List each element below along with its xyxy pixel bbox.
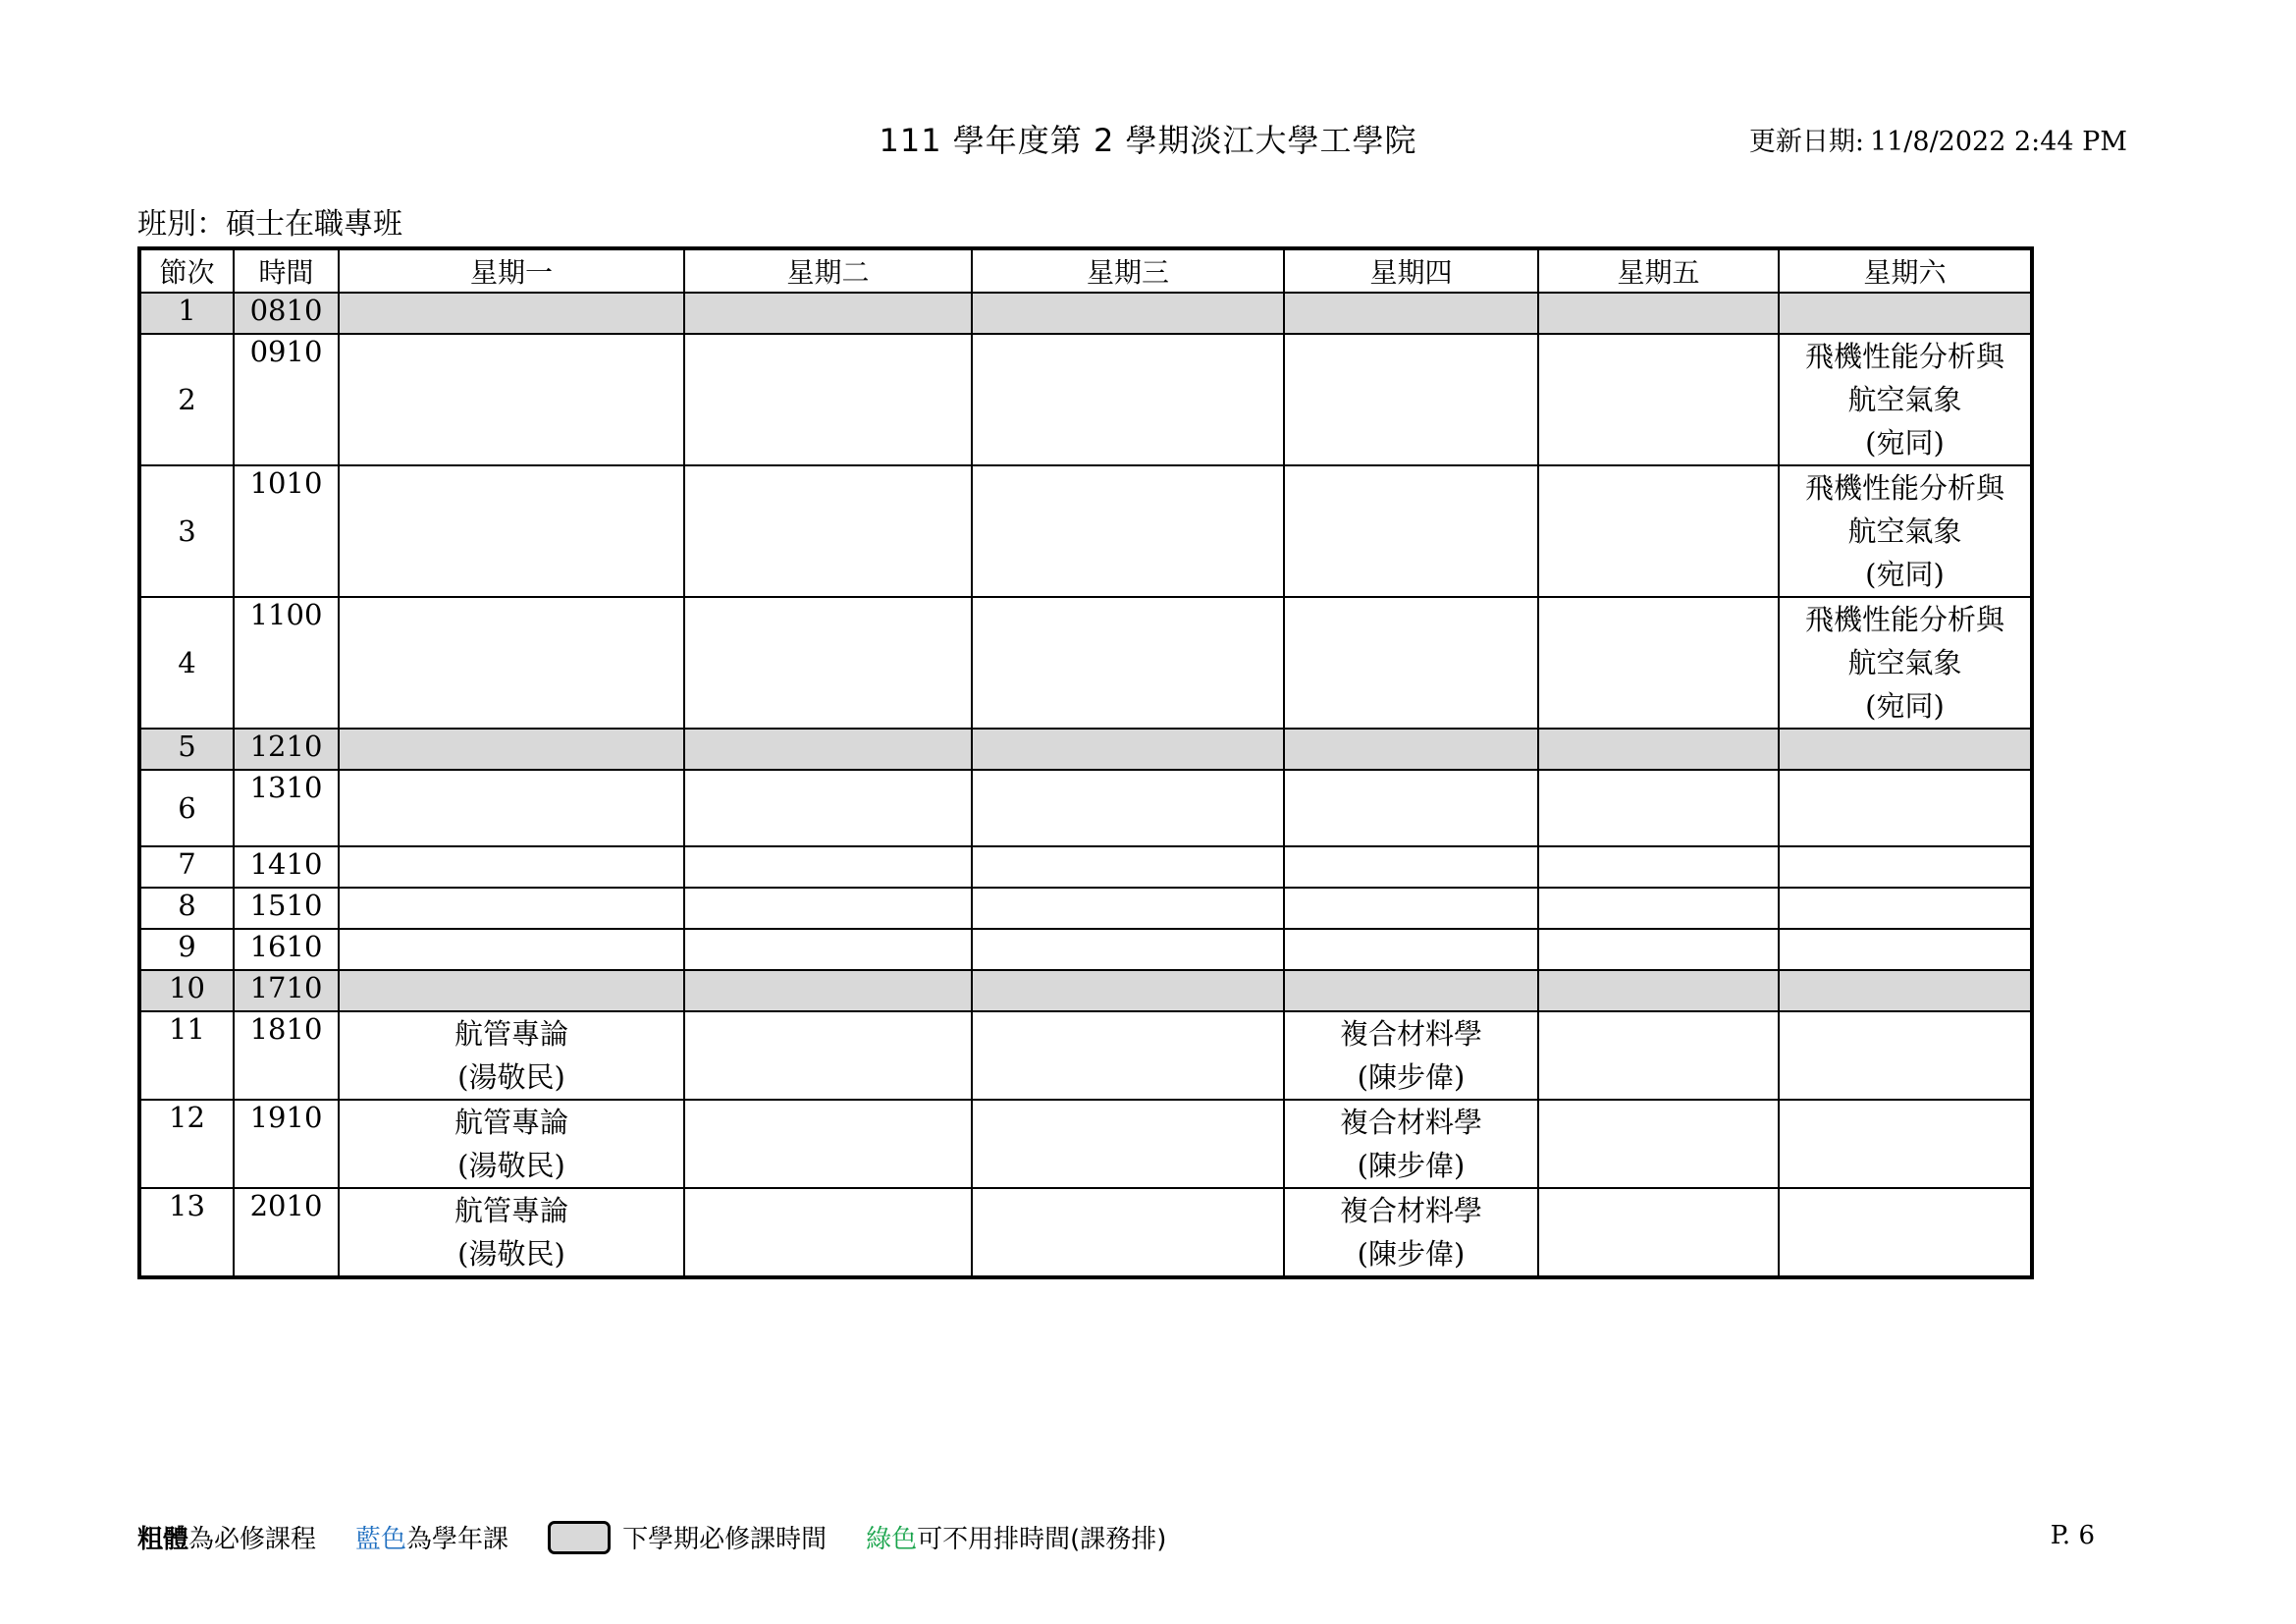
empty-cell	[1779, 729, 2032, 770]
empty-cell	[339, 846, 684, 888]
empty-cell	[1284, 465, 1538, 597]
time-cell: 1710	[234, 970, 339, 1011]
time-cell: 1010	[234, 465, 339, 597]
class-label: 班別：碩士在職專班	[137, 207, 402, 242]
empty-cell	[1538, 334, 1779, 465]
table-row	[139, 1011, 2032, 1100]
empty-cell	[972, 1100, 1284, 1188]
course-teacher: (陳步偉)	[1357, 1237, 1466, 1271]
empty-cell	[684, 970, 972, 1011]
course-teacher: (湯敬民)	[457, 1149, 565, 1182]
course-name: 複合材料學	[1339, 1194, 1482, 1227]
header-saturday: 星期六	[1779, 248, 2032, 293]
empty-cell	[1284, 729, 1538, 770]
empty-cell	[1284, 597, 1538, 729]
course-cell	[1284, 1011, 1538, 1100]
empty-cell	[684, 1011, 972, 1100]
legend-green-word: 綠色	[866, 1525, 918, 1554]
table-row	[139, 888, 2032, 929]
time-cell: 1810	[234, 1011, 339, 1100]
empty-cell	[684, 1188, 972, 1277]
empty-cell	[339, 970, 684, 1011]
course-name-line2: 航空氣象	[1847, 383, 1962, 416]
time-cell: 1210	[234, 729, 339, 770]
empty-cell	[972, 293, 1284, 334]
course-teacher: (湯敬民)	[457, 1060, 565, 1094]
course-name: 複合材料學	[1339, 1017, 1482, 1051]
legend-bold	[137, 1519, 316, 1555]
header-row	[139, 248, 2032, 293]
header-friday: 星期五	[1538, 248, 1779, 293]
empty-cell	[684, 334, 972, 465]
time-cell: 1510	[234, 888, 339, 929]
period-cell: 11	[139, 1011, 234, 1100]
empty-cell	[1779, 888, 2032, 929]
legend-gray	[548, 1519, 827, 1555]
period-cell: 5	[139, 729, 234, 770]
empty-cell	[684, 929, 972, 970]
course-name: 航管專論	[454, 1194, 568, 1227]
course-name: 飛機性能分析與	[1804, 603, 2004, 636]
period-cell: 7	[139, 846, 234, 888]
empty-cell	[972, 334, 1284, 465]
time-cell: 1100	[234, 597, 339, 729]
course-cell	[1779, 334, 2032, 465]
empty-cell	[1538, 770, 1779, 846]
update-date-value: 11/8/2022 2:44 PM	[1869, 127, 2127, 157]
course-teacher: (陳步偉)	[1357, 1149, 1466, 1182]
table-row	[139, 1188, 2032, 1277]
course-teacher: (宛同)	[1865, 689, 1945, 723]
course-teacher: (湯敬民)	[457, 1237, 565, 1271]
page-title: 111 學年度第 2 學期淡江大學工學院	[879, 122, 1417, 159]
course-cell	[339, 1188, 684, 1277]
empty-cell	[972, 1011, 1284, 1100]
empty-cell	[1538, 1100, 1779, 1188]
empty-cell	[339, 729, 684, 770]
period-cell: 8	[139, 888, 234, 929]
course-cell	[1779, 597, 2032, 729]
header-period: 節次	[139, 248, 234, 293]
empty-cell	[1538, 1011, 1779, 1100]
empty-cell	[972, 888, 1284, 929]
period-cell: 2	[139, 334, 234, 465]
empty-cell	[1284, 846, 1538, 888]
empty-cell	[972, 929, 1284, 970]
empty-cell	[339, 293, 684, 334]
course-teacher: (宛同)	[1865, 558, 1945, 591]
empty-cell	[339, 770, 684, 846]
course-teacher: (陳步偉)	[1357, 1060, 1466, 1094]
legend-green	[866, 1519, 1166, 1555]
empty-cell	[339, 334, 684, 465]
empty-cell	[972, 597, 1284, 729]
period-cell: 9	[139, 929, 234, 970]
table-row	[139, 970, 2032, 1011]
header-monday: 星期一	[339, 248, 684, 293]
header-thursday: 星期四	[1284, 248, 1538, 293]
empty-cell	[1538, 597, 1779, 729]
empty-cell	[1538, 465, 1779, 597]
time-cell: 1910	[234, 1100, 339, 1188]
timetable	[137, 246, 2034, 1279]
course-cell	[1284, 1188, 1538, 1277]
legend-green-text: 可不用排時間(課務排)	[917, 1525, 1167, 1554]
period-cell: 1	[139, 293, 234, 334]
empty-cell	[1779, 929, 2032, 970]
time-cell: 1610	[234, 929, 339, 970]
period-cell: 12	[139, 1100, 234, 1188]
course-name-line2: 航空氣象	[1847, 514, 1962, 548]
period-cell: 6	[139, 770, 234, 846]
course-name: 飛機性能分析與	[1804, 340, 2004, 373]
time-cell: 1310	[234, 770, 339, 846]
empty-cell	[1284, 770, 1538, 846]
empty-cell	[1779, 1188, 2032, 1277]
time-cell: 2010	[234, 1188, 339, 1277]
table-row	[139, 597, 2032, 729]
empty-cell	[972, 1188, 1284, 1277]
empty-cell	[1538, 846, 1779, 888]
empty-cell	[684, 846, 972, 888]
time-cell: 0910	[234, 334, 339, 465]
empty-cell	[684, 888, 972, 929]
course-cell	[339, 1100, 684, 1188]
table-row	[139, 334, 2032, 465]
empty-cell	[972, 770, 1284, 846]
empty-cell	[1779, 293, 2032, 334]
empty-cell	[1284, 929, 1538, 970]
empty-cell	[1538, 929, 1779, 970]
empty-cell	[339, 888, 684, 929]
table-row	[139, 770, 2032, 846]
empty-cell	[1779, 1011, 2032, 1100]
legend-blue-word: 藍色	[355, 1525, 407, 1554]
table-row	[139, 293, 2032, 334]
course-cell	[1284, 1100, 1538, 1188]
course-name: 複合材料學	[1339, 1106, 1482, 1139]
empty-cell	[684, 1100, 972, 1188]
empty-cell	[1284, 293, 1538, 334]
time-cell: 0810	[234, 293, 339, 334]
empty-cell	[1284, 888, 1538, 929]
empty-cell	[339, 465, 684, 597]
table-row	[139, 729, 2032, 770]
empty-cell	[1538, 729, 1779, 770]
course-name-line2: 航空氣象	[1847, 646, 1962, 679]
legend	[137, 1519, 1205, 1555]
header-time: 時間	[234, 248, 339, 293]
empty-cell	[1538, 970, 1779, 1011]
update-date	[1749, 120, 2127, 158]
course-teacher: (宛同)	[1865, 426, 1945, 460]
update-date-label: 更新日期:	[1748, 127, 1864, 157]
table-row	[139, 1100, 2032, 1188]
empty-cell	[684, 729, 972, 770]
legend-gray-text: 下學期必修課時間	[622, 1525, 828, 1554]
period-cell: 3	[139, 465, 234, 597]
legend-blue-text: 為學年課	[406, 1525, 509, 1554]
course-name: 航管專論	[454, 1017, 568, 1051]
empty-cell	[972, 729, 1284, 770]
time-cell: 1410	[234, 846, 339, 888]
course-cell	[1779, 465, 2032, 597]
empty-cell	[339, 929, 684, 970]
empty-cell	[1538, 888, 1779, 929]
empty-cell	[684, 465, 972, 597]
table-row	[139, 465, 2032, 597]
empty-cell	[972, 465, 1284, 597]
empty-cell	[1779, 770, 2032, 846]
empty-cell	[684, 597, 972, 729]
gray-swatch-icon	[548, 1521, 611, 1554]
course-cell	[339, 1011, 684, 1100]
empty-cell	[1779, 1100, 2032, 1188]
header-wednesday: 星期三	[972, 248, 1284, 293]
legend-bold-text: 為必修課程	[188, 1525, 317, 1554]
page-number: P. 6	[2050, 1521, 2095, 1550]
empty-cell	[684, 770, 972, 846]
period-cell: 4	[139, 597, 234, 729]
legend-bold-word: 粗體	[137, 1525, 189, 1554]
empty-cell	[1779, 970, 2032, 1011]
empty-cell	[339, 597, 684, 729]
empty-cell	[1538, 1188, 1779, 1277]
period-cell: 13	[139, 1188, 234, 1277]
course-name: 航管專論	[454, 1106, 568, 1139]
empty-cell	[684, 293, 972, 334]
legend-blue	[355, 1519, 508, 1555]
empty-cell	[972, 846, 1284, 888]
empty-cell	[1779, 846, 2032, 888]
period-cell: 10	[139, 970, 234, 1011]
header-tuesday: 星期二	[684, 248, 972, 293]
table-row	[139, 846, 2032, 888]
table-row	[139, 929, 2032, 970]
course-name: 飛機性能分析與	[1804, 471, 2004, 505]
empty-cell	[1284, 334, 1538, 465]
empty-cell	[1284, 970, 1538, 1011]
empty-cell	[972, 970, 1284, 1011]
empty-cell	[1538, 293, 1779, 334]
